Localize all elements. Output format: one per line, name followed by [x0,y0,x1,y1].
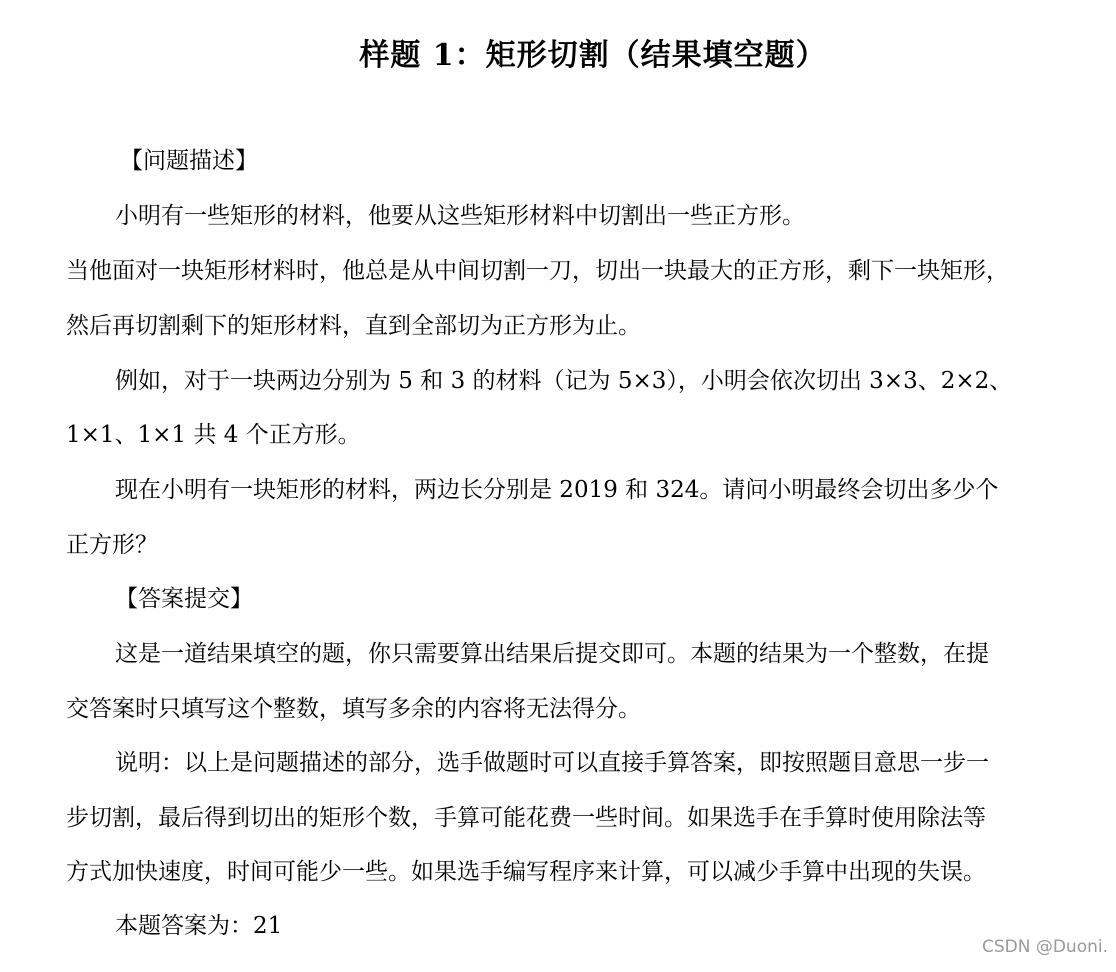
problem-line: 例如，对于一块两边分别为 5 和 3 的材料（记为 5×3），小明会依次切出 3×3、2×2、 [115,368,1013,394]
problem-line: 1×1、1×1 共 4 个正方形。 [66,422,361,448]
problem-line: 现在小明有一块矩形的材料，两边长分别是 2019 和 324。请问小明最终会切出多少个 [115,477,999,503]
submission-line: 步切割，最后得到切出的矩形个数，手算可能花费一些时间。如果选手在手算时使用除法等 [66,805,986,831]
submission-line: 方式加快速度，时间可能少一些。如果选手编写程序来计算，可以减少手算中出现的失误。 [66,859,986,885]
page-title: 样题 1：矩形切割（结果填空题） [359,38,827,73]
problem-line: 然后再切割剩下的矩形材料，直到全部切为正方形为止。 [66,313,641,339]
submission-line: 说明：以上是问题描述的部分，选手做题时可以直接手算答案，即按照题目意思一步一 [115,750,989,776]
answer-line: 本题答案为：21 [115,913,283,939]
problem-line: 正方形？ [66,532,158,558]
problem-heading: 【问题描述】 [120,148,258,174]
watermark: CSDN @Duoni. [981,937,1108,957]
submission-heading: 【答案提交】 [115,586,253,612]
submission-line: 这是一道结果填空的题，你只需要算出结果后提交即可。本题的结果为一个整数，在提 [115,641,989,667]
submission-line: 交答案时只填写这个整数，填写多余的内容将无法得分。 [66,696,641,722]
problem-line: 小明有一些矩形的材料，他要从这些矩形材料中切割出一些正方形。 [115,203,805,229]
problem-line: 当他面对一块矩形材料时，他总是从中间切割一刀，切出一块最大的正方形，剩下一块矩形， [66,258,1009,284]
